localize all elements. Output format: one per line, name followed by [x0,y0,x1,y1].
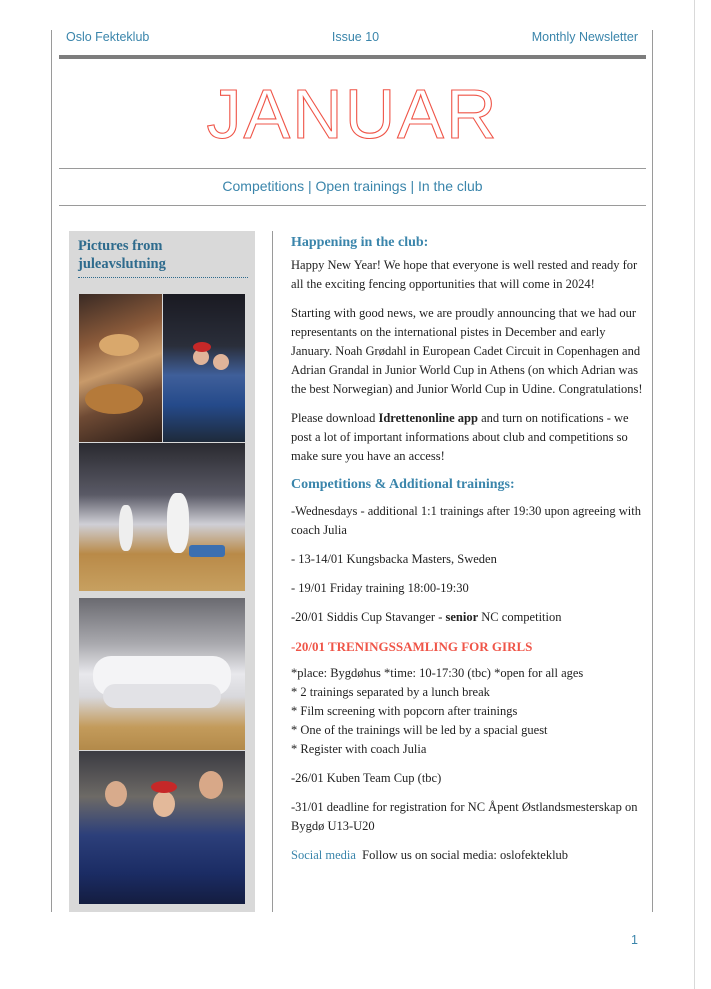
frame-left-line [51,30,52,912]
detail-line: *place: Bygdøhus *time: 10-17:30 (tbc) *open for all ages [291,666,584,680]
competition-item-4: -20/01 Siddis Cup Stavanger - senior NC competition [291,610,562,624]
detail-line: * One of the trainings will be led by a spacial guest [291,723,548,737]
sidebar-pictures [69,231,255,912]
detail-line: * Film screening with popcorn after trainings [291,704,518,718]
social-media-link[interactable]: Social media [291,848,356,862]
girls-training-highlight: -20/01 TRENINGSSAMLING FOR GIRLS [291,639,533,654]
column-divider [272,231,273,912]
photo-buffet-table [79,294,162,442]
header-issue: Issue 10 [331,30,380,44]
happening-paragraph-3: Please download Idrettenonline app and turn on notifications - we post a lot of important informations about club and competitions so make sure you have an access! [291,411,629,463]
header-newsletter-type: Monthly Newsletter [531,30,638,44]
competitions-heading: Competitions & Additional trainings: [291,477,515,492]
happening-paragraph-2: Starting with good news, we are proudly announcing that we had our representants on the international pistes in December and early January. Noah Grødahl in European Cadet Circuit in Copenhagen and Adrian Grandal in Junior World Cup in Athens (on which Adrian was the best Norwegian) and Junior World Cup in Udine. Congratulations! [291,306,643,396]
social-media-line: Social media Follow us on social media: oslofekteklub [291,848,569,862]
page-edge [694,0,695,989]
header-club-name: Oslo Fekteklub [66,30,150,44]
main-column [291,234,643,875]
page-number: 1 [631,933,638,947]
frame-right-line [652,30,653,912]
section-nav: Competitions | Open trainings | In the club [222,178,483,194]
competition-item-3: - 19/01 Friday training 18:00-19:30 [291,581,469,595]
detail-line: * Register with coach Julia [291,742,427,756]
happening-heading: Happening in the club: [291,235,429,250]
newsletter-title: JANUAR [206,75,499,153]
sidebar-dotted-rule [78,277,248,278]
competition-item-2: - 13-14/01 Kungsbacka Masters, Sweden [291,552,497,566]
sidebar-title: Pictures from juleavslutning [78,238,166,272]
photo-coaches [79,751,245,904]
competition-item-1: -Wednesdays - additional 1:1 trainings after 19:30 upon agreeing with coach Julia [291,504,641,537]
happening-paragraph-1: Happy New Year! We hope that everyone is well rested and ready for all the exciting fencing opportunities that will come in 2024! [291,258,638,291]
photo-fencing-bout [79,443,245,591]
competition-item-6: -31/01 deadline for registration for NC Åpent Østlandsmesterskap on Bygdø U13-U20 [291,800,638,833]
competition-item-5: -26/01 Kuben Team Cup (tbc) [291,771,442,785]
header-rule [59,55,646,59]
photo-kids-with-santa-hats [163,294,245,442]
nav-top-rule [59,168,646,169]
girls-training-details [291,664,643,759]
nav-bottom-rule [59,205,646,206]
photo-group-fencers [79,598,245,750]
detail-line: * 2 trainings separated by a lunch break [291,685,490,699]
